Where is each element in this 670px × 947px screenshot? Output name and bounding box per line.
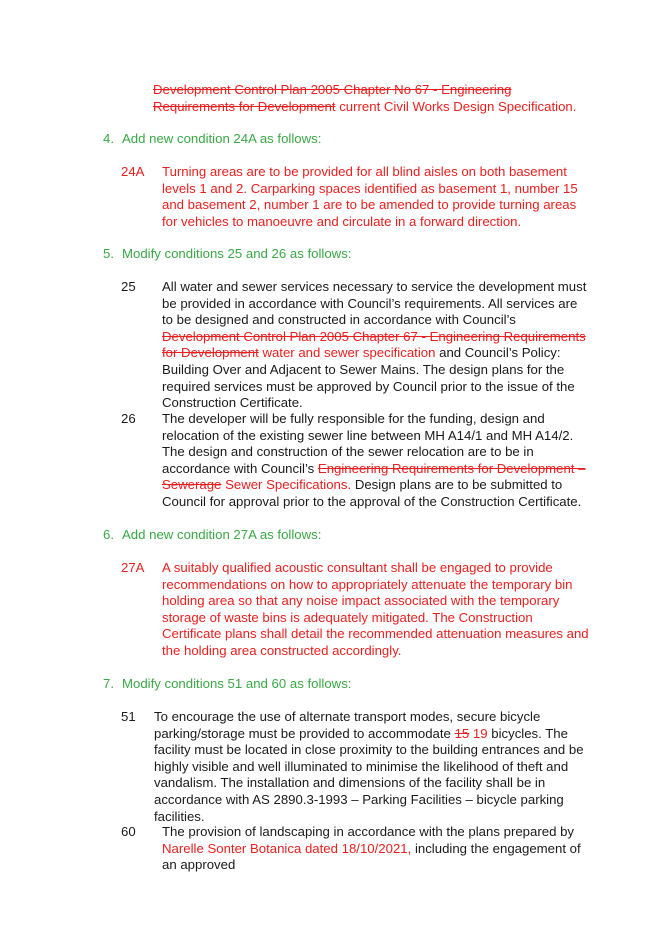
condition-25-text [162,279,592,412]
condition-25-number: 25 [121,279,136,294]
condition-24a-number: 24A [121,164,145,179]
condition-25-deleted: Development Control Plan 2005 Chapter 67 - Engineering Requirements for Development [162,328,586,361]
intro-inserted-text: current Civil Works Design Specification. [339,98,577,114]
item-number: 6. [103,527,114,542]
condition-25-text-b: and Council’s Policy: Building Over and Adjacent to Sewer Mains. The design plans for the required services must be approved by Council prior to the issue of the Construction Certificate. [162,345,575,411]
condition-26-text-b: Design plans are to be submitted to Council for approval prior to the approval of the Construction Certificate. [162,477,582,509]
condition-27a-number: 27A [121,560,145,575]
condition-51-deleted: 15 [454,725,470,741]
condition-26-deleted: Engineering Requirements for Development – Sewerage [162,460,586,493]
condition-51-number: 51 [121,709,136,724]
item-number: 5. [103,246,114,261]
condition-25-inserted: water and sewer specification [262,345,436,361]
condition-51-text [154,709,590,825]
item-number: 7. [103,676,114,691]
condition-25-text-a: All water and sewer services necessary to service the development must be provided in accordance with Council’s requirements. All services are to be designed and constructed in accordance with Council’s [162,279,587,328]
condition-26-text-a: The developer will be fully responsible for the funding, design and relocation of the existing sewer line between MH A14/1 and MH A14/2. The design and construction of the sewer relocation are to be in accordance with Council’s [162,411,574,476]
condition-51-text-a: To encourage the use of alternate transport modes, secure bicycle parking/storage must be provided to accommodate [154,709,541,741]
condition-60-inserted: Narelle Sonter Botanica dated 18/10/2021, [162,840,412,856]
condition-60-number: 60 [121,824,136,839]
condition-24a-text: Turning areas are to be provided for all blind aisles on both basement levels 1 and 2. Carparking spaces identified as basement 1, number 15 and basement 2, number 1 are to be amended to provide turning areas for vehicles to manoeuvre and circulate in a forward direction. [162,164,578,229]
condition-26-number: 26 [121,411,136,426]
item-text: Add new condition 27A as follows: [122,527,322,542]
intro-deleted-text: Development Control Plan 2005 Chapter No 67 - Engineering Requirements for Development [153,82,512,114]
condition-27a-text: A suitably qualified acoustic consultant shall be engaged to provide recommendations on how to appropriately attenuate the temporary bin holding area so that any noise impact associated with the temporary storage of waste bins is adequately mitigated. The Construction Certificate plans shall detail the recommended attenuation measures and the holding area constructed accordingly. [162,560,589,658]
item-text: Add new condition 24A as follows: [122,131,322,146]
condition-60-text-b: including the engagement of an approved [162,840,581,873]
item-number: 4. [103,131,114,146]
condition-26-text [162,411,592,511]
item-text: Modify conditions 51 and 60 as follows: [122,676,352,691]
condition-51-text-b: bicycles. The facility must be located in close proximity to the building entrances and be highly visible and well illuminated to minimise the likelihood of theft and vandalism. The installation and dimensions of the facility shall be in accordance with AS 2890.3-1993 – Parking Facilities – bicycle parking facilities. [154,725,584,824]
intro-paragraph [153,82,593,115]
item-5-heading [103,246,352,263]
item-6-heading [103,527,322,544]
item-text: Modify conditions 25 and 26 as follows: [122,246,352,261]
condition-60-text [162,824,592,874]
item-4-heading [103,131,322,148]
condition-51-inserted: 19 [472,725,488,741]
item-7-heading [103,676,352,693]
condition-26-inserted: Sewer Specifications. [225,477,352,493]
condition-60-text-a: The provision of landscaping in accordance with the plans prepared by [162,824,574,839]
